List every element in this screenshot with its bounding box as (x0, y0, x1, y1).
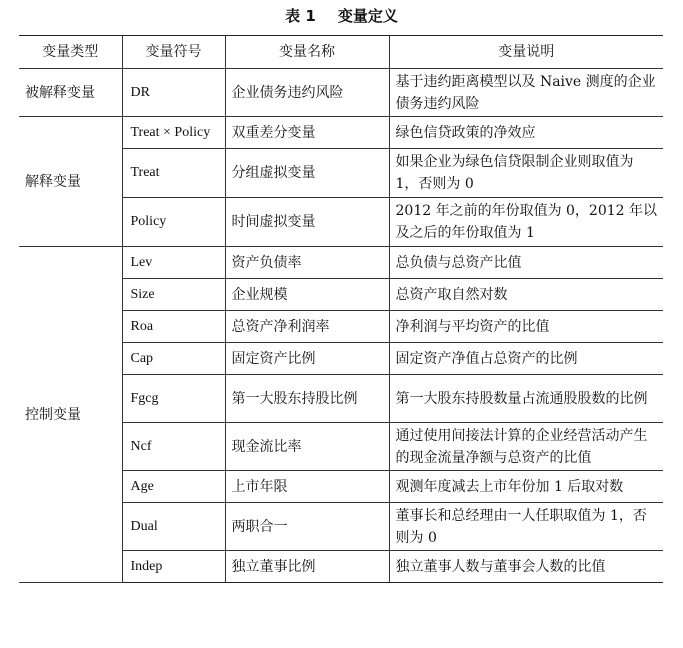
variable-symbol-cell: Indep (122, 551, 225, 583)
table-row (19, 117, 663, 149)
variable-symbol-cell: Ncf (122, 423, 225, 471)
variable-description-cell: 绿色信贷政策的净效应 (389, 117, 663, 149)
variable-description-cell: 2012 年之前的年份取值为 0，2012 年以及之后的年份取值为 1 (389, 198, 663, 247)
variable-name-cell: 时间虚拟变量 (225, 198, 389, 247)
variable-description-cell: 基于违约距离模型以及 Naive 测度的企业债务违约风险 (389, 69, 663, 117)
variable-symbol-cell: Dual (122, 503, 225, 551)
variable-description-cell: 净利润与平均资产的比值 (389, 311, 663, 343)
table-caption (0, 4, 683, 28)
variable-description-cell: 固定资产净值占总资产的比例 (389, 343, 663, 375)
header-symbol: 变量符号 (122, 36, 225, 69)
table-row (19, 69, 663, 117)
header-name: 变量名称 (225, 36, 389, 69)
variable-name-cell: 固定资产比例 (225, 343, 389, 375)
variable-type-cell: 控制变量 (19, 247, 122, 583)
header-description: 变量说明 (389, 36, 663, 69)
variable-description-cell: 董事长和总经理由一人任职取值为 1，否则为 0 (389, 503, 663, 551)
variable-symbol-cell: DR (122, 69, 225, 117)
table-title: 变量定义 (337, 7, 398, 25)
variable-name-cell: 总资产净利润率 (225, 311, 389, 343)
variable-name-cell: 第一大股东持股比例 (225, 375, 389, 423)
table-row (19, 247, 663, 279)
variable-symbol-cell: Lev (122, 247, 225, 279)
variable-description-cell: 通过使用间接法计算的企业经营活动产生的现金流量净额与总资产的比值 (389, 423, 663, 471)
variable-definition-table (19, 35, 663, 583)
variable-name-cell: 两职合一 (225, 503, 389, 551)
variable-name-cell: 独立董事比例 (225, 551, 389, 583)
variable-symbol-cell: Roa (122, 311, 225, 343)
variable-name-cell: 分组虚拟变量 (225, 149, 389, 198)
variable-description-cell: 观测年度减去上市年份加 1 后取对数 (389, 471, 663, 503)
variable-symbol-cell: Fgcg (122, 375, 225, 423)
variable-name-cell: 现金流比率 (225, 423, 389, 471)
variable-type-cell: 解释变量 (19, 117, 122, 247)
variable-symbol-cell: Cap (122, 343, 225, 375)
variable-description-cell: 总负债与总资产比值 (389, 247, 663, 279)
variable-name-cell: 企业债务违约风险 (225, 69, 389, 117)
variable-symbol-cell: Age (122, 471, 225, 503)
variable-symbol-cell: Treat (122, 149, 225, 198)
variable-symbol-cell: Size (122, 279, 225, 311)
variable-name-cell: 资产负债率 (225, 247, 389, 279)
variable-description-cell: 第一大股东持股数量占流通股股数的比例 (389, 375, 663, 423)
variable-name-cell: 双重差分变量 (225, 117, 389, 149)
variable-symbol-cell: Treat × Policy (122, 117, 225, 149)
variable-name-cell: 企业规模 (225, 279, 389, 311)
variable-description-cell: 如果企业为绿色信贷限制企业则取值为 1，否则为 0 (389, 149, 663, 198)
variable-type-cell: 被解释变量 (19, 69, 122, 117)
variable-name-cell: 上市年限 (225, 471, 389, 503)
table-number: 表 1 (285, 7, 316, 25)
variable-description-cell: 独立董事人数与董事会人数的比值 (389, 551, 663, 583)
header-type: 变量类型 (19, 36, 122, 69)
header-row (19, 36, 663, 69)
variable-description-cell: 总资产取自然对数 (389, 279, 663, 311)
variable-symbol-cell: Policy (122, 198, 225, 247)
